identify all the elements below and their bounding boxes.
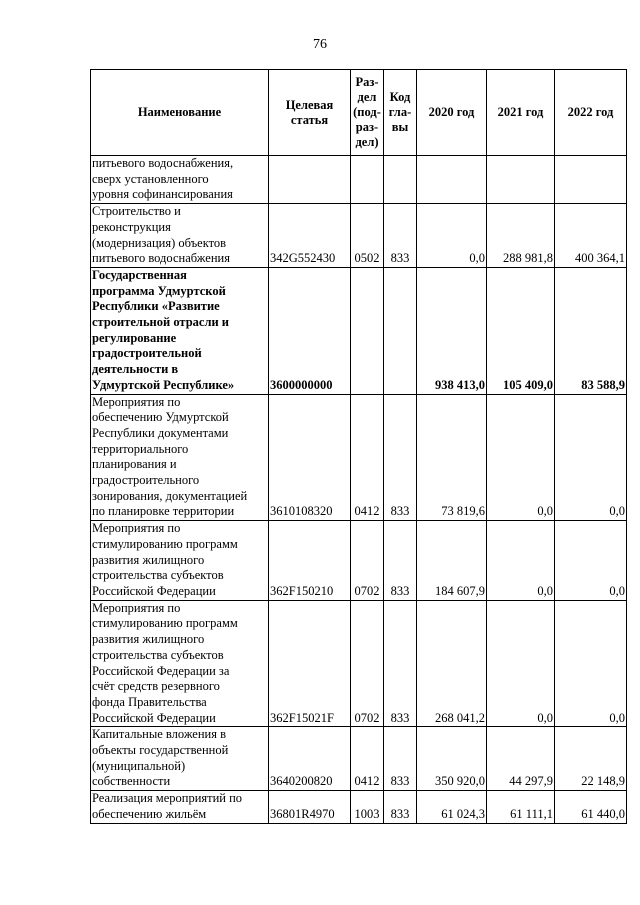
header-section: Раз- дел (под- раз- дел): [351, 70, 384, 156]
row-name: питьевого водоснабжения, сверх установленного уровня софинансирования: [91, 156, 269, 204]
row-section: 0702: [351, 521, 384, 601]
row-value-2022: 0,0: [555, 394, 627, 521]
row-value-2022: 61 440,0: [555, 791, 627, 823]
row-target-code: 36801R4970: [269, 791, 351, 823]
row-chapter: [384, 267, 417, 394]
row-chapter: 833: [384, 204, 417, 268]
row-value-2021: 105 409,0: [487, 267, 555, 394]
row-value-2020: 61 024,3: [417, 791, 487, 823]
row-target-code: 362F150210: [269, 521, 351, 601]
row-name: Мероприятия по стимулированию программ развития жилищного строительства субъектов Российской Федерации за счёт средств резервного фонда Правительства Российской Федерации: [91, 600, 269, 727]
row-chapter: 833: [384, 727, 417, 791]
row-chapter: 833: [384, 600, 417, 727]
row-value-2022: [555, 156, 627, 204]
row-section: 0412: [351, 394, 384, 521]
table-row: [91, 204, 627, 268]
row-value-2020: 268 041,2: [417, 600, 487, 727]
row-target-code: [269, 156, 351, 204]
header-target: Целевая статья: [269, 70, 351, 156]
row-value-2021: [487, 156, 555, 204]
row-value-2022: 0,0: [555, 521, 627, 601]
row-value-2020: 184 607,9: [417, 521, 487, 601]
header-chapter: Код гла- вы: [384, 70, 417, 156]
row-name: Мероприятия по обеспечению Удмуртской Республики документами территориального планирования и градостроительного зонирования, документацией по планировке территории: [91, 394, 269, 521]
row-value-2021: 0,0: [487, 600, 555, 727]
row-value-2021: 0,0: [487, 521, 555, 601]
row-value-2022: 400 364,1: [555, 204, 627, 268]
table-row: [91, 600, 627, 727]
row-section: 0702: [351, 600, 384, 727]
row-value-2022: 83 588,9: [555, 267, 627, 394]
row-chapter: 833: [384, 521, 417, 601]
row-value-2020: [417, 156, 487, 204]
row-value-2021: 288 981,8: [487, 204, 555, 268]
row-value-2020: 350 920,0: [417, 727, 487, 791]
page-number: 76: [313, 37, 327, 52]
row-section: 1003: [351, 791, 384, 823]
row-target-code: 3610108320: [269, 394, 351, 521]
table-row: [91, 156, 627, 204]
row-value-2021: 0,0: [487, 394, 555, 521]
row-name: Капитальные вложения в объекты государственной (муниципальной) собственности: [91, 727, 269, 791]
table-row: [91, 727, 627, 791]
row-value-2021: 61 111,1: [487, 791, 555, 823]
header-name: Наименование: [91, 70, 269, 156]
row-name: Строительство и реконструкция (модернизация) объектов питьевого водоснабжения: [91, 204, 269, 268]
row-value-2022: 22 148,9: [555, 727, 627, 791]
row-value-2022: 0,0: [555, 600, 627, 727]
row-value-2020: 938 413,0: [417, 267, 487, 394]
header-2020: 2020 год: [417, 70, 487, 156]
table-row: [91, 521, 627, 601]
row-chapter: 833: [384, 394, 417, 521]
table-header-row: [91, 70, 627, 156]
row-section: 0502: [351, 204, 384, 268]
row-chapter: [384, 156, 417, 204]
row-target-code: 362F15021F: [269, 600, 351, 727]
row-target-code: 3640200820: [269, 727, 351, 791]
row-value-2021: 44 297,9: [487, 727, 555, 791]
row-value-2020: 0,0: [417, 204, 487, 268]
table-row: [91, 267, 627, 394]
header-2021: 2021 год: [487, 70, 555, 156]
table-row: [91, 394, 627, 521]
table-row: [91, 791, 627, 823]
row-value-2020: 73 819,6: [417, 394, 487, 521]
budget-table: [90, 69, 627, 824]
row-target-code: 342G552430: [269, 204, 351, 268]
row-target-code: 3600000000: [269, 267, 351, 394]
row-section: [351, 267, 384, 394]
row-name: Мероприятия по стимулированию программ развития жилищного строительства субъектов Российской Федерации: [91, 521, 269, 601]
row-name: Государственная программа Удмуртской Республики «Развитие строительной отрасли и регулирование градостроительной деятельности в Удмуртской Республике»: [91, 267, 269, 394]
header-2022: 2022 год: [555, 70, 627, 156]
row-section: 0412: [351, 727, 384, 791]
row-chapter: 833: [384, 791, 417, 823]
row-section: [351, 156, 384, 204]
row-name: Реализация мероприятий по обеспечению жильём: [91, 791, 269, 823]
